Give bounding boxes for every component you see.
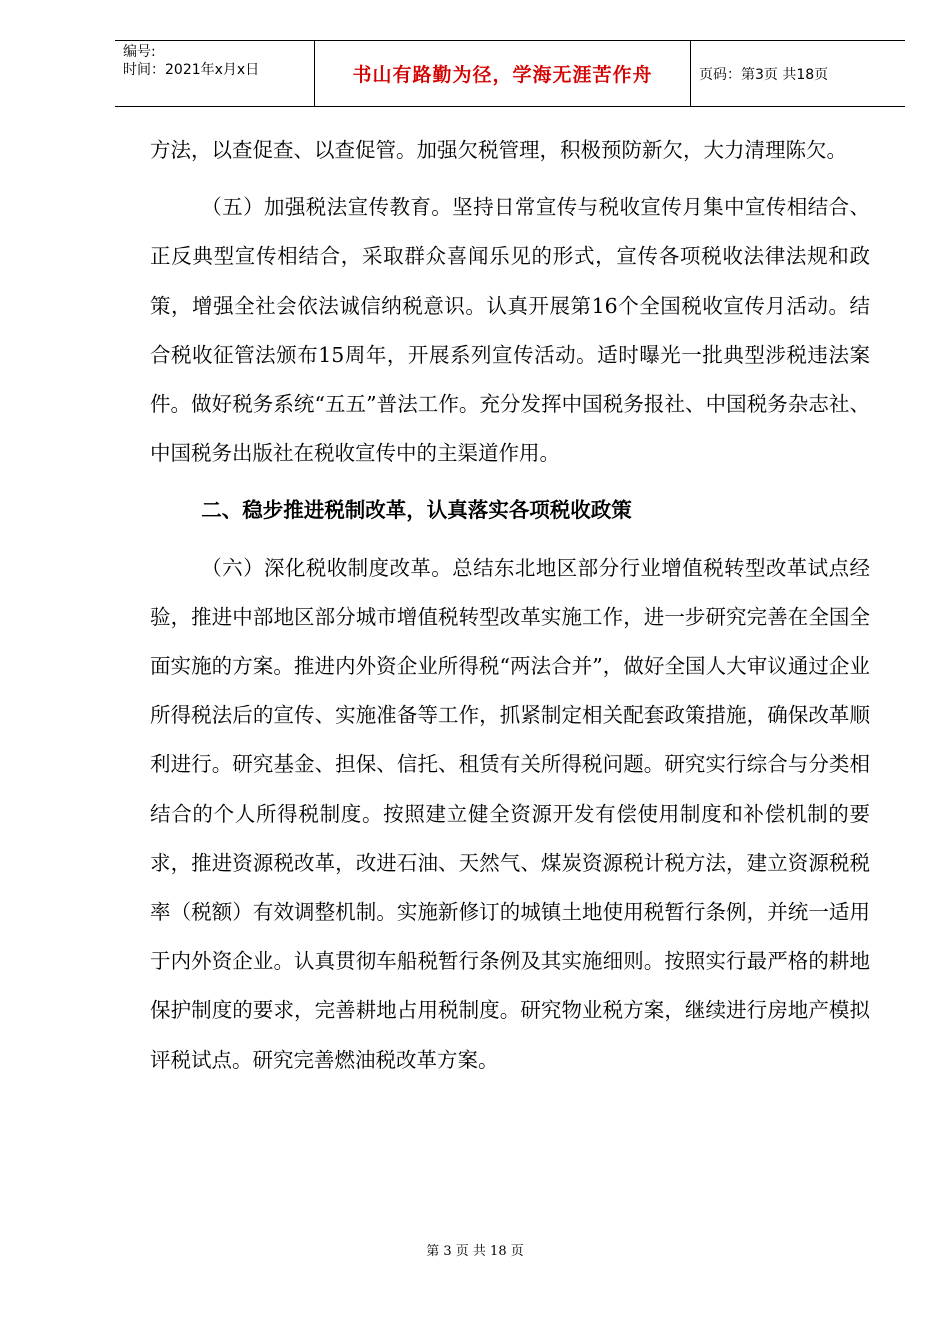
document-header — [115, 40, 905, 107]
number-label: 编号: — [123, 44, 156, 60]
header-page-info: 页码：第3页 共18页 — [699, 66, 829, 83]
header-motto: 书山有路勤为径，学海无涯苦作舟 — [315, 41, 691, 106]
document-body — [150, 126, 870, 1085]
paragraph-continuation: 方法，以查促查、以查促管。加强欠税管理，积极预防新欠，大力清理陈欠。 — [150, 138, 847, 162]
page-footer: 第 3 页 共 18 页 — [426, 1244, 524, 1259]
section-heading: 二、稳步推进税制改革，认真落实各项税收政策 — [201, 498, 632, 523]
time-label: 时间：2021年x月x日 — [123, 62, 260, 78]
header-meta — [115, 41, 315, 106]
paragraph-tax-law-publicity: （五）加强税法宣传教育。坚持日常宣传与税收宣传月集中宣传相结合、正反典型宣传相结合，采取群众喜闻乐见的形式，宣传各项税收法律法规和政策，增强全社会依法诚信纳税意识。认真开展第16个全国税收宣传月活动。结合税收征管法颁布15周年，开展系列宣传活动。适时曝光一批典型涉税违法案件。做好税务系统“五五”普法工作。充分发挥中国税务报社、中国税务杂志社、中国税务出版社在税收宣传中的主渠道作用。 — [150, 195, 870, 466]
paragraph-tax-reform: （六）深化税收制度改革。总结东北地区部分行业增值税转型改革试点经验，推进中部地区部分城市增值税转型改革实施工作，进一步研究完善在全国全面实施的方案。推进内外资企业所得税“两法合并”，做好全国人大审议通过企业所得税法后的宣传、实施准备等工作，抓紧制定相关配套政策措施，确保改革顺利进行。研究基金、担保、信托、租赁有关所得税问题。研究实行综合与分类相结合的个人所得税制度。按照建立健全资源开发有偿使用制度和补偿机制的要求，推进资源税改革，改进石油、天然气、煤炭资源税计税方法，建立资源税税率（税额）有效调整机制。实施新修订的城镇土地使用税暂行条例，并统一适用于内外资企业。认真贯彻车船税暂行条例及其实施细则。按照实行最严格的耕地保护制度的要求，完善耕地占用税制度。研究物业税方案，继续进行房地产模拟评税试点。研究完善燃油税改革方案。 — [150, 555, 870, 1072]
